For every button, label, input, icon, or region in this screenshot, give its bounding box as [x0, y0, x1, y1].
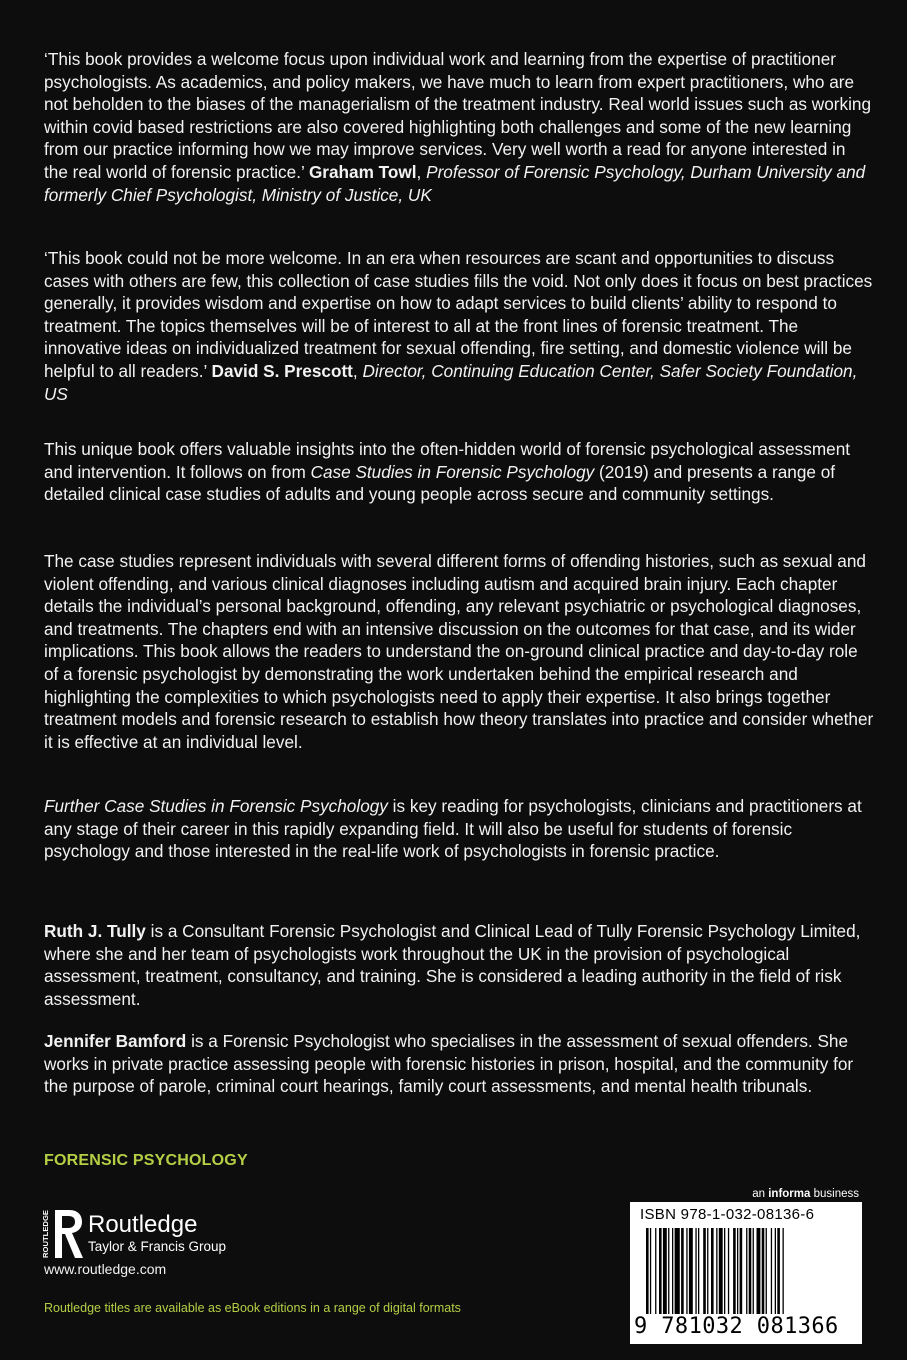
author-bio: is a Forensic Psychologist who specialises in the assessment of sexual offenders. She works in private practice assessing people with forensic histories in prison, hospital, and the community for the purpose of parole, criminal court hearings, family court assessments, and mental health tribunals. [44, 1031, 854, 1097]
ebook-note: Routledge titles are available as eBook editions in a range of digital formats [44, 1301, 461, 1315]
barcode-bar [737, 1228, 738, 1314]
prior-book-title: Case Studies in Forensic Psychology [310, 461, 595, 482]
barcode-bar [703, 1228, 706, 1314]
endorser-name: David S. Prescott [211, 360, 353, 381]
subject-category: FORENSIC PSYCHOLOGY [44, 1152, 248, 1169]
quote-text: ‘This book could not be more welcome. In an era when resources are scant and opportunities to discuss cases with others are few, this collection of case studies fills the void. Not only does it focus on best practices generally, it provides wisdom and expertise on how to adapt services to build clients’ ability to respond to treatment. The topics themselves will be of interest to all at the front lines of forensic treatment. The innovative ideas on individualized treatment for sexual offending, fire setting, and domestic violence will be helpful to all readers.’ [44, 248, 873, 381]
publisher-group: Taylor & Francis Group [88, 1239, 227, 1254]
desc-text: (2019) and presents a range of detailed clinical case studies of adults and young people across secure and community settings. [44, 461, 836, 505]
book-title: Further Case Studies in Forensic Psychology [44, 796, 388, 816]
author-bio: is a Consultant Forensic Psychologist and Clinical Lead of Tully Forensic Psychology Limited, where she and her team of psychologists work throughout the UK in the provision of psychological assessment, treatment, consultancy, and training. She is considered a leading authority in the field of risk assessment. [44, 921, 861, 1009]
barcode-bar [733, 1228, 736, 1314]
endorsement-quote: ‘This book could not be more welcome. In an era when resources are scant and opportunities to discuss cases with others are few, this collection of case studies fills the void. Not only does it focus on best practices generally, it provides wisdom and expertise on how to adapt services to build clients’ ability to respond to treatment. The topics themselves will be of interest to all at the front lines of forensic treatment. The innovative ideas on individualized treatment for sexual offending, fire setting, and domestic violence will be helpful to all readers.’ David S. Prescott, Director, Continuing Education Center, Safer Society Foundation, US [44, 248, 873, 404]
barcode-bar [686, 1228, 687, 1314]
routledge-r-icon [52, 1208, 84, 1260]
description-paragraph-3 [44, 795, 874, 863]
barcode-image [644, 1228, 854, 1314]
barcode-bar [740, 1228, 743, 1314]
barcode-bar [728, 1228, 729, 1314]
description-paragraph-1 [44, 438, 874, 506]
barcode-bar [707, 1228, 708, 1314]
author-bio-1 [44, 920, 874, 1010]
endorser-name: Graham Towl [308, 161, 417, 182]
publisher-name: Routledge [88, 1211, 198, 1238]
barcode-bar [771, 1228, 772, 1314]
barcode-bar [659, 1228, 662, 1314]
barcode-bar [757, 1228, 761, 1314]
barcode-bar [766, 1228, 767, 1314]
endorser-role: Director, Continuing Education Center, Safer Society Foundation, US [44, 360, 858, 404]
informa-prefix: an [752, 1188, 769, 1200]
barcode-bar [749, 1228, 752, 1314]
barcode-bar [716, 1228, 717, 1314]
svg-text:ROUTLEDGE: ROUTLEDGE [41, 1211, 50, 1258]
endorsement-2 [44, 247, 874, 405]
barcode-bar [650, 1228, 651, 1314]
routledge-vertical-wordmark [40, 1210, 50, 1258]
desc-text: is key reading for psychologists, clinicians and practitioners at any stage of their career in this rapidly expanding field. It will also be useful for students of forensic psychology and those interested in the real-life work of psychologists in forensic practice. [44, 796, 862, 862]
barcode-bar [689, 1228, 693, 1314]
barcode-bar [724, 1228, 725, 1314]
barcode-bar [746, 1228, 747, 1314]
barcode-bar [695, 1228, 696, 1314]
barcode-bar [646, 1228, 649, 1314]
endorsement-1 [44, 48, 874, 206]
barcode-bar [668, 1228, 669, 1314]
barcode-bar [681, 1228, 684, 1314]
publisher-website[interactable]: www.routledge.com [44, 1261, 167, 1277]
barcode-bar [783, 1228, 784, 1314]
barcode-bar [719, 1228, 723, 1314]
author-name: Ruth J. Tully [44, 921, 146, 941]
barcode-bar [675, 1228, 680, 1314]
author-bio-2 [44, 1030, 874, 1098]
endorsement-quote: ‘This book provides a welcome focus upon individual work and learning from the expertise of practitioner psychologists. As academics, and policy makers, we have much to learn from expert practitioners, who are not beholden to the biases of the managerialism of the treatment industry. Real world issues such as working within covid based restrictions are also covered highlighting both challenges and some of the new learning from our practice informing how we may improve services. Very well worth a read for anyone interested in the real world of forensic practice.’ Graham Towl, Professor of Forensic Psychology, Durham University and formerly Chief Psychologist, Ministry of Justice, UK [44, 49, 872, 205]
barcode-bar [663, 1228, 667, 1314]
isbn-barcode-panel [630, 1202, 862, 1344]
barcode-bar [655, 1228, 656, 1314]
barcode-bar [762, 1228, 765, 1314]
barcode-bar [777, 1228, 780, 1314]
barcode-bar [753, 1228, 754, 1314]
author-name: Jennifer Bamford [44, 1031, 187, 1051]
routledge-logo [40, 1208, 300, 1260]
barcode-bar [775, 1228, 776, 1314]
barcode-bar [711, 1228, 714, 1314]
informa-word: informa [768, 1188, 811, 1200]
description-paragraph-2 [44, 550, 874, 753]
informa-business-label [752, 1188, 859, 1200]
endorser-role: Professor of Forensic Psychology, Durham University and formerly Chief Psychologist, Ministry of Justice, UK [44, 161, 866, 205]
barcode-digits: 9 781032 081366 [634, 1314, 839, 1339]
desc-text: This unique book offers valuable insights into the often-hidden world of forensic psychological assessment and intervention. It follows on from [44, 439, 851, 482]
desc-text: The case studies represent individuals with several different forms of offending histories, such as sexual and violent offending, and various clinical diagnoses including autism and acquired brain injury. Each chapter details the individual’s personal background, offending, any relevant psychiatric or psychological diagnoses, and treatments. The chapters end with an intensive discussion on the outcomes for that case, and its wider implications. This book allows the readers to understand the on-ground clinical practice and day-to-day role of a forensic psychologist by demonstrating the work undertaken behind the empirical research and highlighting the complexities to which psychologists need to apply their expertise. It also brings together treatment models and forensic research to establish how theory translates into practice and consider whether it is effective at an individual level. [44, 551, 874, 752]
isbn-number: ISBN 978-1-032-08136-6 [640, 1206, 815, 1223]
barcode-bar [698, 1228, 699, 1314]
barcode-bar [672, 1228, 673, 1314]
quote-text: ‘This book provides a welcome focus upon individual work and learning from the expertise of practitioner psychologists. As academics, and policy makers, we have much to learn from expert practitioners, who are not beholden to the biases of the managerialism of the treatment industry. Real world issues such as working within covid based restrictions are also covered highlighting both challenges and some of the new learning from our practice informing how we may improve services. Very well worth a read for anyone interested in the real world of forensic practice.’ [44, 49, 872, 182]
informa-suffix: business [810, 1188, 859, 1200]
